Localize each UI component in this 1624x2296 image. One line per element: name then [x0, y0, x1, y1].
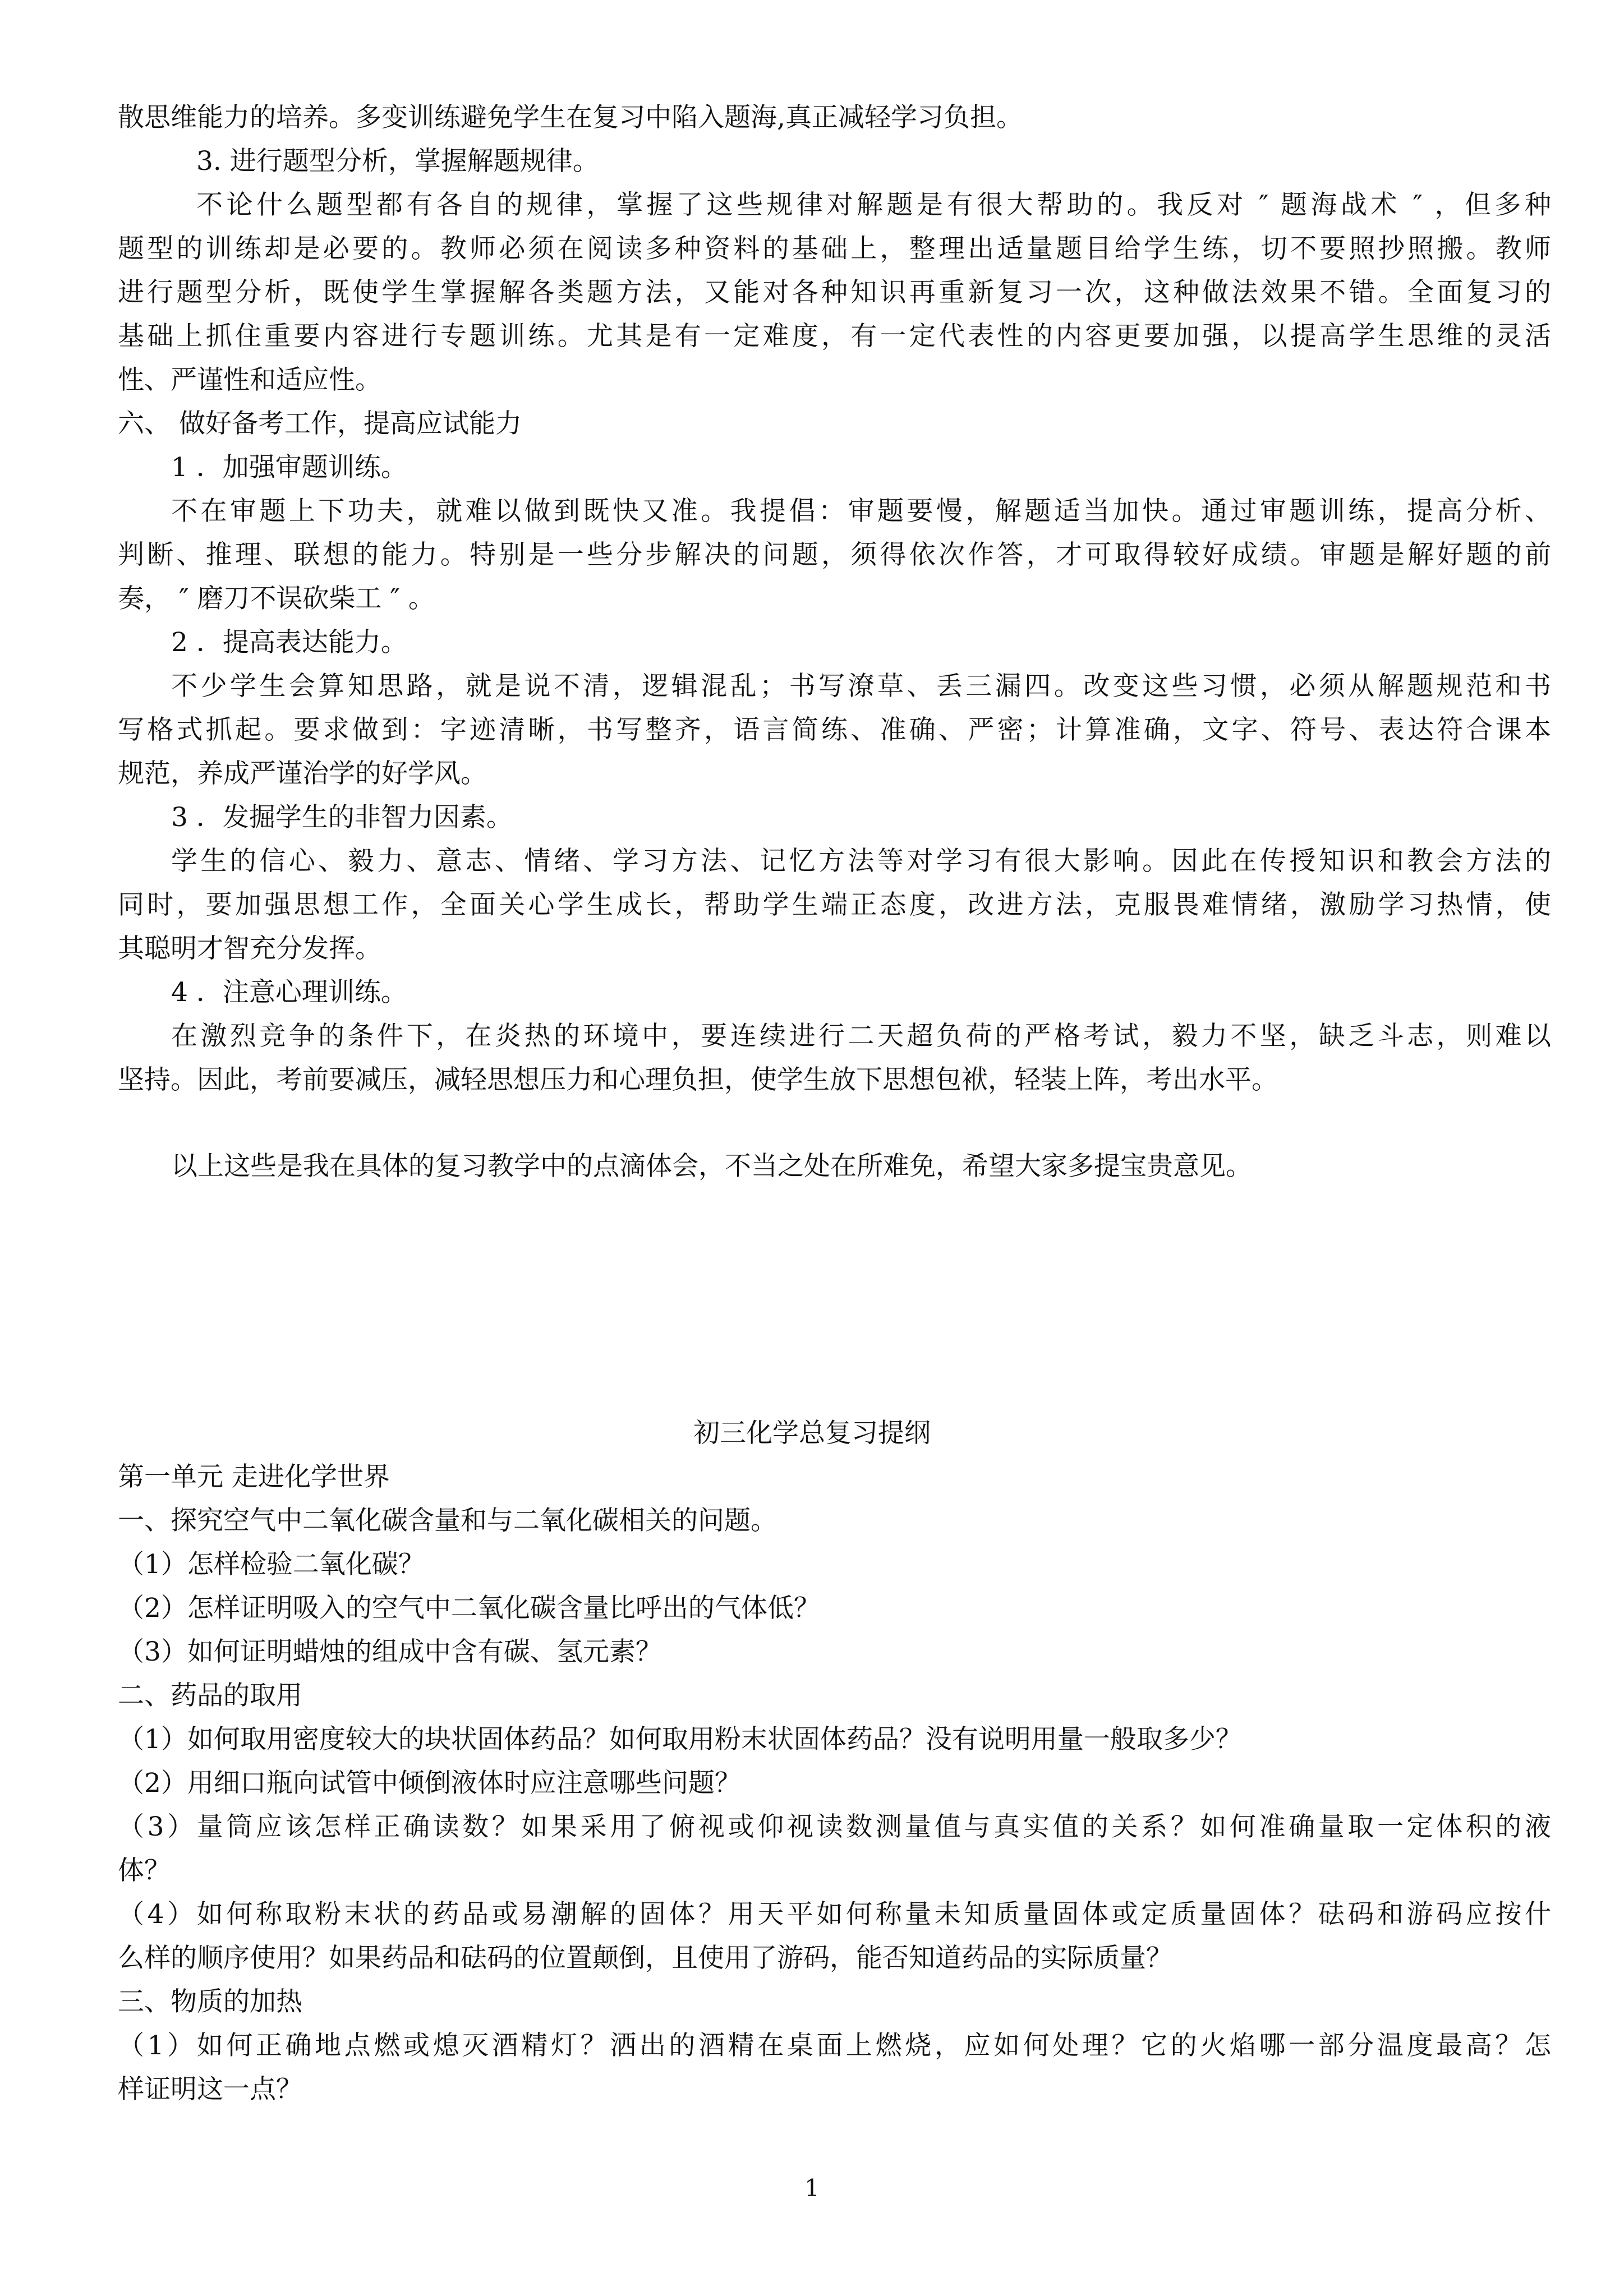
part-heading: 三、物质的加热 — [118, 1986, 302, 2017]
question-item: （4）如何称取粉末状的药品或易潮解的固体？用天平如何称量未知质量固体或定质量固体？砝码和游码应按什 — [118, 1899, 1551, 1930]
question-item: （3）量筒应该怎样正确读数？如果采用了俯视或仰视读数测量值与真实值的关系？如何准确量取一定体积的液 — [118, 1811, 1551, 1842]
page-number: 1 — [804, 2174, 820, 2202]
outline-title: 初三化学总复习提纲 — [693, 1418, 931, 1449]
paragraph-line: 性、严谨性和适应性。 — [118, 365, 381, 395]
paragraph-line: 不在审题上下功夫，就难以做到既快又准。我提倡：审题要慢，解题适当加快。通过审题训练，提高分析、 — [171, 496, 1551, 527]
paragraph-line: 同时，要加强思想工作，全面关心学生成长，帮助学生端正态度，改进方法，克服畏难情绪，激励学习热情，使 — [118, 889, 1551, 920]
section-heading: 六、 做好备考工作，提高应试能力 — [118, 408, 522, 439]
paragraph-line: 题型的训练却是必要的。教师必须在阅读多种资料的基础上，整理出适量题目给学生练，切不要照抄照搬。教师 — [118, 233, 1551, 264]
paragraph-line: 奏， ″ 磨刀不误砍柴工 ″ 。 — [118, 583, 435, 614]
question-item: （1）怎样检验二氧化碳？ — [118, 1549, 425, 1580]
paragraph-line: 判断、推理、联想的能力。特别是一些分步解决的问题，须得依次作答，才可取得较好成绩。审题是解好题的前 — [118, 540, 1551, 570]
paragraph-line: 不少学生会算知思路，就是说不清，逻辑混乱；书写潦草、丢三漏四。改变这些习惯，必须从解题规范和书 — [171, 671, 1551, 702]
paragraph-line: 进行题型分析，既使学生掌握解各类题方法，又能对各种知识再重新复习一次，这种做法效果不错。全面复习的 — [118, 277, 1551, 308]
subsection-heading: 3 ．发掘学生的非智力因素。 — [171, 802, 513, 833]
paragraph-line: 在激烈竞争的条件下，在炎热的环境中，要连续进行二天超负荷的严格考试，毅力不坚，缺乏斗志，则难以 — [171, 1021, 1551, 1052]
question-item: （3）如何证明蜡烛的组成中含有碳、氢元素？ — [118, 1636, 662, 1667]
paragraph-line: 坚持。因此，考前要减压，减轻思想压力和心理负担，使学生放下思想包袱，轻装上阵，考出水平。 — [118, 1064, 1278, 1095]
closing-paragraph: 以上这些是我在具体的复习教学中的点滴体会，不当之处在所难免，希望大家多提宝贵意见。 — [171, 1151, 1252, 1182]
paragraph-line: 其聪明才智充分发挥。 — [118, 933, 381, 964]
paragraph-line: 基础上抓住重要内容进行专题训练。尤其是有一定难度，有一定代表性的内容更要加强，以提高学生思维的灵活 — [118, 321, 1551, 352]
question-item-continuation: 样证明这一点？ — [118, 2074, 302, 2105]
paragraph-line: 规范，养成严谨治学的好学风。 — [118, 758, 487, 789]
question-item: （1）如何正确地点燃或熄灭酒精灯？洒出的酒精在桌面上燃烧，应如何处理？它的火焰哪一部分温度最高？怎 — [118, 2030, 1551, 2061]
subsection-heading: 2 ．提高表达能力。 — [171, 627, 407, 658]
question-item-continuation: 么样的顺序使用？如果药品和砝码的位置颠倒，且使用了游码，能否知道药品的实际质量？ — [118, 1943, 1172, 1974]
item-heading: 3. 进行题型分析，掌握解题规律。 — [196, 146, 599, 177]
question-item: （2）用细口瓶向试管中倾倒液体时应注意哪些问题？ — [118, 1768, 741, 1799]
subsection-heading: 1 ．加强审题训练。 — [171, 452, 407, 483]
question-item-continuation: 体？ — [118, 1855, 171, 1886]
paragraph-line: 学生的信心、毅力、意志、情绪、学习方法、记忆方法等对学习有很大影响。因此在传授知识和教会方法的 — [171, 846, 1551, 877]
question-item: （2）怎样证明吸入的空气中二氧化碳含量比呼出的气体低？ — [118, 1593, 820, 1624]
subsection-heading: 4 ．注意心理训练。 — [171, 977, 407, 1008]
paragraph-line: 不论什么题型都有各自的规律，掌握了这些规律对解题是有很大帮助的。我反对 ″ 题海战术 ″ ，但多种 — [196, 190, 1551, 220]
part-heading: 一、探究空气中二氧化碳含量和与二氧化碳相关的问题。 — [118, 1505, 777, 1536]
unit-heading: 第一单元 走进化学世界 — [118, 1461, 390, 1492]
question-item: （1）如何取用密度较大的块状固体药品？如何取用粉末状固体药品？没有说明用量一般取多少？ — [118, 1724, 1242, 1755]
paragraph-line: 散思维能力的培养。多变训练避免学生在复习中陷入题海,真正减轻学习负担。 — [118, 102, 1023, 133]
paragraph-line: 写格式抓起。要求做到：字迹清晰，书写整齐，语言简练、准确、严密；计算准确，文字、符号、表达符合课本 — [118, 714, 1551, 745]
part-heading: 二、药品的取用 — [118, 1680, 302, 1711]
